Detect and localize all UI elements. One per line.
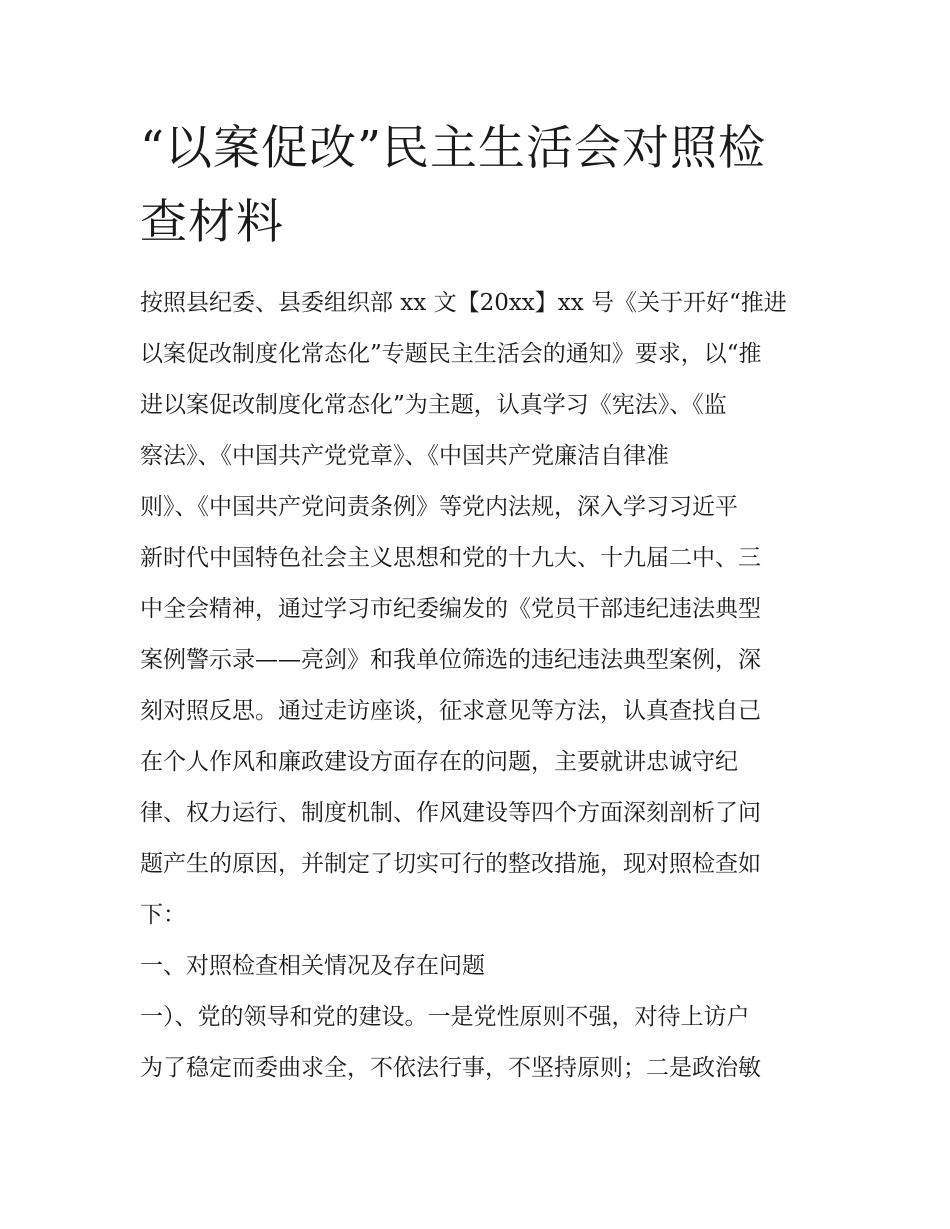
body-line: 一）、党的领导和党的建设。一是党性原则不强，对待上访户 bbox=[140, 1004, 750, 1030]
body-line: 刻对照反思。通过走访座谈，征求意见等方法，认真查找自己 bbox=[140, 698, 761, 724]
body-line: 为了稳定而委曲求全，不依法行事，不坚持原则；二是政治敏 bbox=[140, 1055, 761, 1081]
body-line: 新时代中国特色社会主义思想和党的十九大、十九届二中、三 bbox=[140, 545, 761, 571]
body-line: 题产生的原因，并制定了切实可行的整改措施，现对照检查如 bbox=[140, 851, 761, 877]
body-line: 在个人作风和廉政建设方面存在的问题，主要就讲忠诚守纪 bbox=[140, 749, 738, 775]
body-line: 则》、《中国共产党问责条例》等党内法规，深入学习习近平 bbox=[140, 494, 738, 520]
body-line: 下： bbox=[140, 902, 186, 928]
document-body bbox=[140, 278, 840, 1094]
body-line: 以案促改制度化常态化”专题民主生活会的通知》要求，以“推 bbox=[140, 341, 762, 367]
body-line: 按照县纪委、县委组织部 xx 文【20xx】xx 号《关于开好“推进 bbox=[140, 290, 787, 316]
body-line: 中全会精神，通过学习市纪委编发的《党员干部违纪违法典型 bbox=[140, 596, 761, 622]
body-line: 进以案促改制度化常态化”为主题，认真学习《宪法》、《监 bbox=[140, 392, 727, 418]
document-title bbox=[140, 112, 820, 260]
title-line: 查材料 bbox=[140, 195, 284, 250]
body-line: 察法》、《中国共产党党章》、《中国共产党廉洁自律准 bbox=[140, 443, 669, 469]
section-heading: 一、对照检查相关情况及存在问题 bbox=[140, 953, 485, 979]
body-line: 案例警示录——亮剑》和我单位筛选的违纪违法典型案例，深 bbox=[140, 647, 761, 673]
title-line: “以案促改”民主生活会对照检 bbox=[140, 121, 767, 176]
body-line: 律、权力运行、制度机制、作风建设等四个方面深刻剖析了问 bbox=[140, 800, 761, 826]
